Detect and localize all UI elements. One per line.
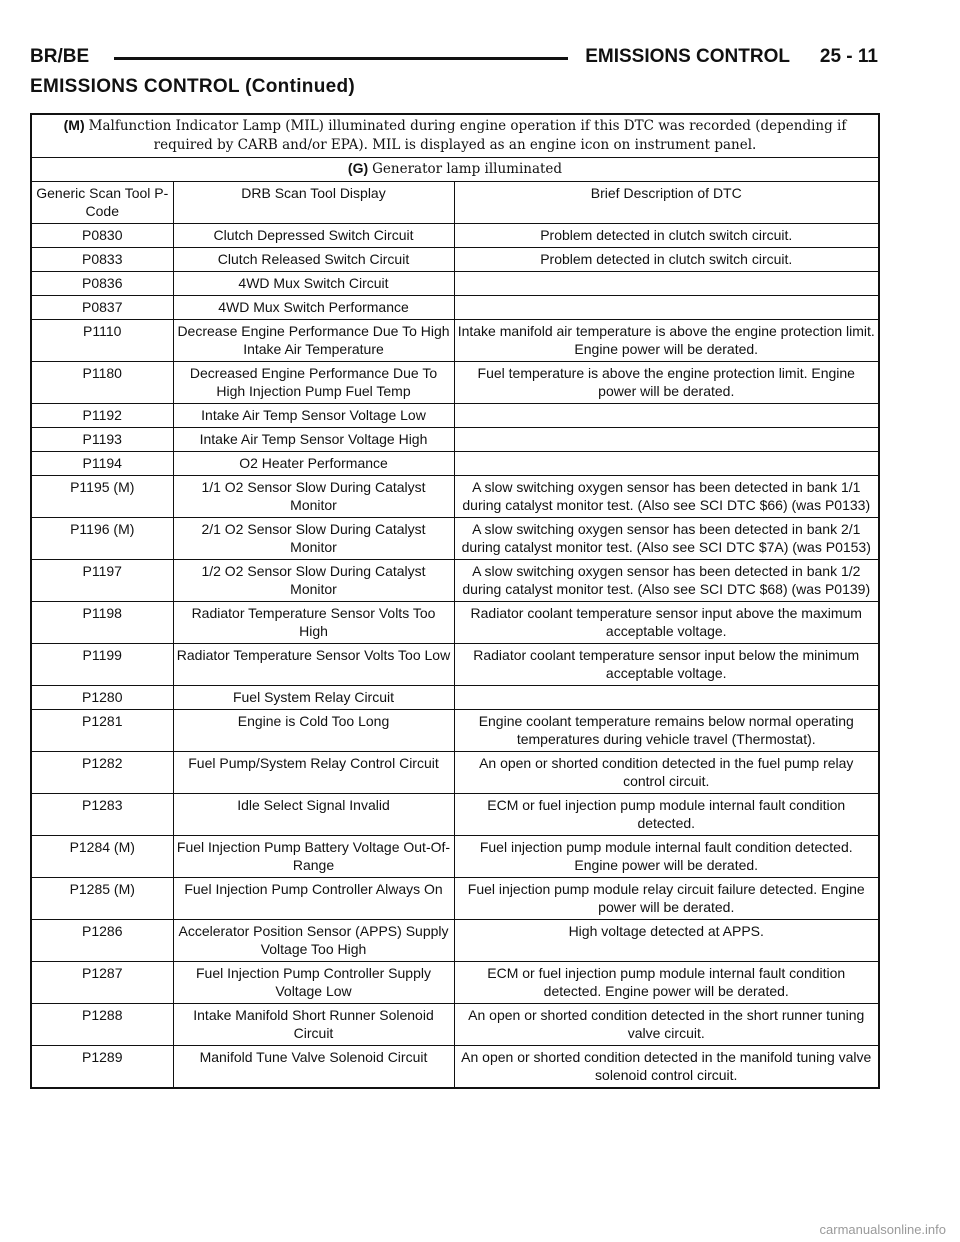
dtc-code-cell: P1289	[31, 1046, 173, 1089]
dtc-code-cell: P1199	[31, 644, 173, 686]
table-row	[31, 320, 879, 362]
dtc-display-cell: Radiator Temperature Sensor Volts Too High	[173, 602, 454, 644]
dtc-code-cell: P1110	[31, 320, 173, 362]
dtc-code-cell: P0836	[31, 272, 173, 296]
dtc-code-cell: P0837	[31, 296, 173, 320]
table-row	[31, 362, 879, 404]
dtc-code-cell: P1286	[31, 920, 173, 962]
table-row	[31, 272, 879, 296]
watermark: carmanualsonline.info	[819, 1222, 946, 1237]
column-header-description: Brief Description of DTC	[454, 182, 879, 224]
dtc-display-cell: Accelerator Position Sensor (APPS) Supply Voltage Too High	[173, 920, 454, 962]
dtc-display-cell: 4WD Mux Switch Circuit	[173, 272, 454, 296]
header-row	[31, 182, 879, 224]
table-row	[31, 518, 879, 560]
dtc-code-cell: P1287	[31, 962, 173, 1004]
dtc-description-cell	[454, 272, 879, 296]
dtc-description-cell: A slow switching oxygen sensor has been detected in bank 2/1 during catalyst monitor test. (Also see SCI DTC $7A) (was P0153)	[454, 518, 879, 560]
dtc-display-cell: Clutch Depressed Switch Circuit	[173, 224, 454, 248]
dtc-description-cell	[454, 404, 879, 428]
dtc-display-cell: Decreased Engine Performance Due To High Injection Pump Fuel Temp	[173, 362, 454, 404]
dtc-display-cell: Clutch Released Switch Circuit	[173, 248, 454, 272]
page-header	[30, 40, 878, 70]
dtc-code-cell: P1196 (M)	[31, 518, 173, 560]
dtc-display-cell: Engine is Cold Too Long	[173, 710, 454, 752]
dtc-description-cell	[454, 296, 879, 320]
column-header-pcode: Generic Scan Tool P-Code	[31, 182, 173, 224]
dtc-code-cell: P1280	[31, 686, 173, 710]
table-row	[31, 476, 879, 518]
dtc-description-cell: A slow switching oxygen sensor has been detected in bank 1/2 during catalyst monitor test. (Also see SCI DTC $68) (was P0139)	[454, 560, 879, 602]
table-row	[31, 452, 879, 476]
dtc-description-cell: Engine coolant temperature remains below normal operating temperatures during vehicle travel (Thermostat).	[454, 710, 879, 752]
dtc-description-cell: An open or shorted condition detected in the fuel pump relay control circuit.	[454, 752, 879, 794]
table-row	[31, 560, 879, 602]
dtc-description-cell: ECM or fuel injection pump module internal fault condition detected. Engine power will be derated.	[454, 962, 879, 1004]
dtc-display-cell: 4WD Mux Switch Performance	[173, 296, 454, 320]
dtc-description-cell: Fuel injection pump module internal fault condition detected. Engine power will be derated.	[454, 836, 879, 878]
table-row	[31, 404, 879, 428]
dtc-display-cell: Fuel System Relay Circuit	[173, 686, 454, 710]
dtc-display-cell: Intake Air Temp Sensor Voltage Low	[173, 404, 454, 428]
dtc-description-cell: Radiator coolant temperature sensor input below the minimum acceptable voltage.	[454, 644, 879, 686]
note-text: Generator lamp illuminated	[372, 161, 563, 177]
dtc-code-cell: P1282	[31, 752, 173, 794]
note-generator	[31, 158, 879, 182]
table-row	[31, 428, 879, 452]
dtc-code-cell: P1192	[31, 404, 173, 428]
table-row	[31, 836, 879, 878]
dtc-description-cell: An open or shorted condition detected in the manifold tuning valve solenoid control circuit.	[454, 1046, 879, 1089]
dtc-code-cell: P1195 (M)	[31, 476, 173, 518]
dtc-description-cell: Problem detected in clutch switch circuit.	[454, 224, 879, 248]
dtc-display-cell: Idle Select Signal Invalid	[173, 794, 454, 836]
dtc-description-cell: A slow switching oxygen sensor has been detected in bank 1/1 during catalyst monitor test. (Also see SCI DTC $66) (was P0133)	[454, 476, 879, 518]
dtc-description-cell	[454, 428, 879, 452]
note-row-generator	[31, 158, 879, 182]
table-row	[31, 878, 879, 920]
dtc-display-cell: Manifold Tune Valve Solenoid Circuit	[173, 1046, 454, 1089]
dtc-table	[30, 113, 880, 1089]
dtc-display-cell: 1/1 O2 Sensor Slow During Catalyst Monitor	[173, 476, 454, 518]
dtc-description-cell: Radiator coolant temperature sensor input above the maximum acceptable voltage.	[454, 602, 879, 644]
table-row	[31, 1046, 879, 1089]
dtc-description-cell: Fuel temperature is above the engine protection limit. Engine power will be derated.	[454, 362, 879, 404]
dtc-code-cell: P1180	[31, 362, 173, 404]
dtc-description-cell: ECM or fuel injection pump module internal fault condition detected.	[454, 794, 879, 836]
table-row	[31, 248, 879, 272]
table-row	[31, 296, 879, 320]
dtc-description-cell: Intake manifold air temperature is above the engine protection limit. Engine power will be derated.	[454, 320, 879, 362]
dtc-display-cell: Fuel Injection Pump Controller Always On	[173, 878, 454, 920]
dtc-code-cell: P0833	[31, 248, 173, 272]
dtc-display-cell: Intake Air Temp Sensor Voltage High	[173, 428, 454, 452]
dtc-display-cell: Fuel Injection Pump Controller Supply Voltage Low	[173, 962, 454, 1004]
section-title: EMISSIONS CONTROL (Continued)	[30, 76, 356, 97]
note-mil	[31, 114, 879, 158]
dtc-code-cell: P1198	[31, 602, 173, 644]
dtc-description-cell: Problem detected in clutch switch circuit.	[454, 248, 879, 272]
dtc-display-cell: Radiator Temperature Sensor Volts Too Low	[173, 644, 454, 686]
dtc-description-cell	[454, 452, 879, 476]
dtc-description-cell: High voltage detected at APPS.	[454, 920, 879, 962]
dtc-code-cell: P0830	[31, 224, 173, 248]
dtc-code-cell: P1285 (M)	[31, 878, 173, 920]
header-title: EMISSIONS CONTROL	[585, 46, 790, 67]
dtc-code-cell: P1197	[31, 560, 173, 602]
dtc-description-cell	[454, 686, 879, 710]
dtc-code-cell: P1194	[31, 452, 173, 476]
note-row-mil	[31, 114, 879, 158]
dtc-code-cell: P1284 (M)	[31, 836, 173, 878]
dtc-display-cell: O2 Heater Performance	[173, 452, 454, 476]
table-row	[31, 920, 879, 962]
table-row	[31, 602, 879, 644]
note-code: (G)	[347, 160, 369, 176]
note-text: Malfunction Indicator Lamp (MIL) illuminated during engine operation if this DTC was recorded (depending if required by CARB and/or EPA). MIL is displayed as an engine icon on instrument panel.	[88, 118, 847, 153]
vehicle-code: BR/BE	[30, 46, 90, 67]
column-header-display: DRB Scan Tool Display	[173, 182, 454, 224]
dtc-display-cell: 2/1 O2 Sensor Slow During Catalyst Monitor	[173, 518, 454, 560]
table-row	[31, 752, 879, 794]
dtc-description-cell: An open or shorted condition detected in the short runner tuning valve circuit.	[454, 1004, 879, 1046]
dtc-display-cell: 1/2 O2 Sensor Slow During Catalyst Monitor	[173, 560, 454, 602]
table-row	[31, 686, 879, 710]
table-row	[31, 644, 879, 686]
table-row	[31, 794, 879, 836]
dtc-code-cell: P1283	[31, 794, 173, 836]
dtc-display-cell: Intake Manifold Short Runner Solenoid Circuit	[173, 1004, 454, 1046]
dtc-display-cell: Decrease Engine Performance Due To High Intake Air Temperature	[173, 320, 454, 362]
table-row	[31, 224, 879, 248]
table-row	[31, 1004, 879, 1046]
dtc-description-cell: Fuel injection pump module relay circuit failure detected. Engine power will be derated.	[454, 878, 879, 920]
header-rule	[114, 57, 568, 60]
dtc-display-cell: Fuel Pump/System Relay Control Circuit	[173, 752, 454, 794]
dtc-display-cell: Fuel Injection Pump Battery Voltage Out-Of-Range	[173, 836, 454, 878]
page-number: 25 - 11	[819, 46, 878, 67]
dtc-code-cell: P1281	[31, 710, 173, 752]
dtc-code-cell: P1288	[31, 1004, 173, 1046]
table-row	[31, 962, 879, 1004]
note-code: (M)	[63, 117, 85, 133]
table-row	[31, 710, 879, 752]
dtc-code-cell: P1193	[31, 428, 173, 452]
